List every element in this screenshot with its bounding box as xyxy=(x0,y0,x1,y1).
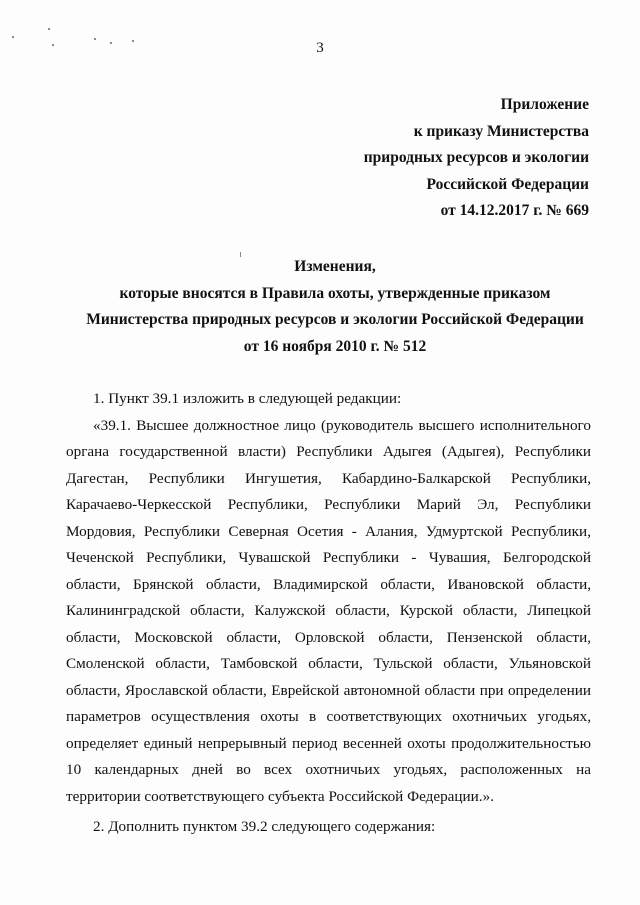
appendix-line: природных ресурсов и экологии xyxy=(363,149,589,166)
title-line: Изменения, xyxy=(294,258,376,275)
paragraph-quote-39-1: «39.1. Высшее должностное лицо (руководитель высшего исполнительного органа государственной власти) Республики Адыгея (Адыгея), Республики Дагестан, Республики Ингушетия, Кабардино-Балкарской Республики, Карачаево-Черкесской Республики, Республики Марий Эл, Республики Мордовия, Республики Северная Осетия - Алания, Удмуртской Республики, Чеченской Республики, Чувашской Республики - Чувашия, Белгородской области, Брянской области, Владимирской области, Ивановской области, Калининградской области, Калужской области, Курской области, Липецкой области, Московской области, Орловской области, Пензенской области, Смоленской области, Тамбовской области, Тульской области, Ульяновской области, Ярославской области, Еврейской автономной области при определении параметров осуществления охоты в соответствующих охотничьих угодьях, определяет единый непрерывный период весенней охоты продолжительностью 10 календарных дней во всех охотничьих угодьях, расположенных на территории соответствующего субъекта Российской Федерации.». xyxy=(66,416,591,805)
page-number: 3 xyxy=(316,40,324,56)
speckle xyxy=(12,36,14,38)
document-body xyxy=(66,386,591,841)
speckle xyxy=(48,28,50,30)
appendix-line: Приложение xyxy=(500,96,589,113)
appendix-line: Российской Федерации xyxy=(426,175,589,193)
title-line: Министерства природных ресурсов и экологии Российской Федерации xyxy=(86,311,584,328)
title-line: которые вносятся в Правила охоты, утвержденные приказом xyxy=(119,284,551,302)
paragraph-item-1: 1. Пункт 39.1 изложить в следующей редакции: xyxy=(93,390,402,407)
paragraph-item-2: 2. Дополнить пунктом 39.2 следующего содержания: xyxy=(93,818,436,835)
appendix-line: к приказу Министерства xyxy=(413,122,589,140)
appendix-date-line: от 14.12.2017 г. № 669 xyxy=(440,202,589,219)
title-date-line: от 16 ноября 2010 г. № 512 xyxy=(243,337,427,355)
document-title xyxy=(60,254,610,360)
appendix-header xyxy=(364,92,589,225)
